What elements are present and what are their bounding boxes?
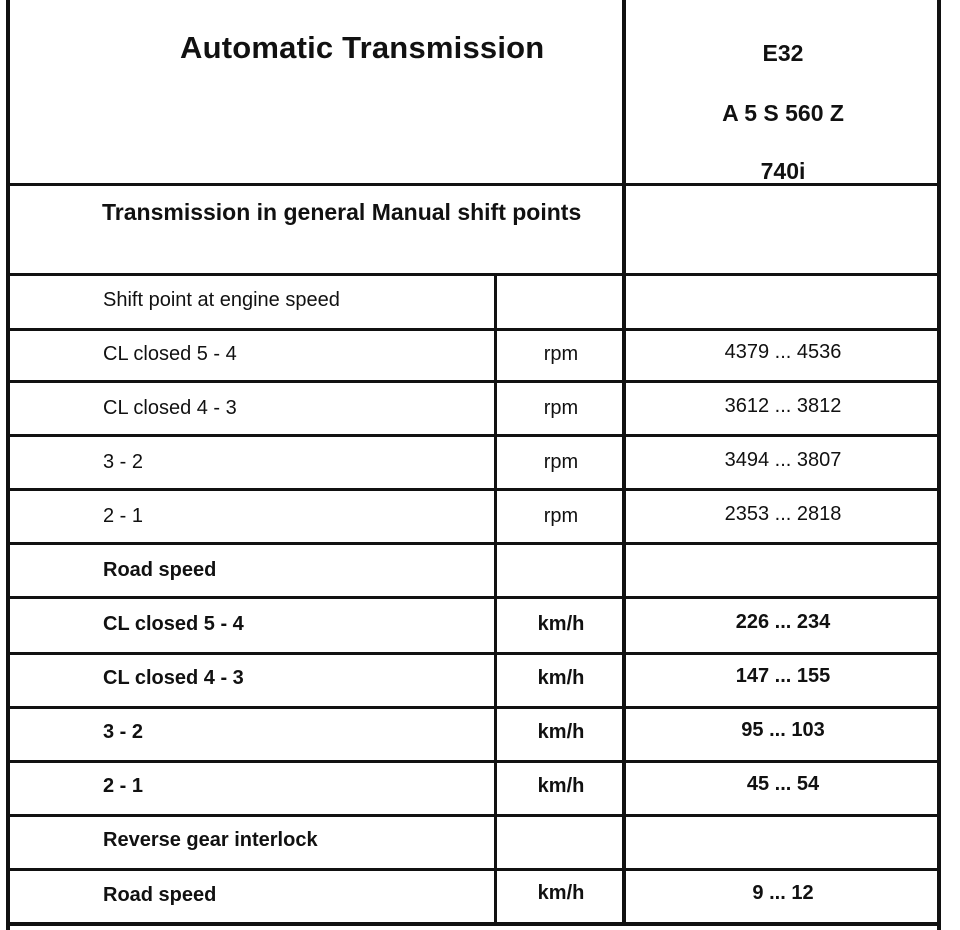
row-value: 147 ... 155 [735,665,831,687]
row-value: 45 ... 54 [746,773,820,795]
row-unit: rpm [543,505,579,527]
row-value: 2353 ... 2818 [724,503,842,525]
row-divider [6,488,941,491]
transmission-code: A 5 S 560 Z [722,100,844,126]
row-divider [6,596,941,599]
row-divider [6,814,941,817]
row-unit: km/h [537,775,585,797]
row-divider [6,273,941,276]
row-label: Road speed [103,559,217,581]
row-label: Reverse gear interlock [103,829,318,851]
row-label: CL closed 5 - 4 [103,613,244,635]
row-unit: rpm [543,343,579,365]
row-divider [6,542,941,545]
frame-bottom [6,922,941,926]
row-label: CL closed 5 - 4 [103,343,237,365]
row-divider [6,328,941,331]
row-label: Shift point at engine speed [103,289,340,311]
row-unit: rpm [543,451,579,473]
row-label: CL closed 4 - 3 [103,667,244,689]
row-value: 95 ... 103 [741,719,825,741]
page-title: Automatic Transmission [180,30,545,65]
row-divider [6,706,941,709]
row-value: 4379 ... 4536 [724,341,842,363]
row-label: 3 - 2 [103,721,144,743]
row-unit: km/h [537,667,585,689]
row-value: 3494 ... 3807 [724,449,842,471]
row-label: 2 - 1 [103,505,144,527]
row-divider [6,760,941,763]
row-label: 3 - 2 [103,451,144,473]
row-unit: km/h [537,882,585,904]
row-value: 3612 ... 3812 [724,395,842,417]
row-unit: rpm [543,397,579,419]
row-label: CL closed 4 - 3 [103,397,237,419]
row-unit: km/h [537,613,585,635]
row-divider [6,868,941,871]
row-unit: km/h [537,721,585,743]
model-name: 740i [760,158,806,184]
row-divider [6,434,941,437]
row-value: 9 ... 12 [752,882,814,904]
model-code: E32 [762,40,804,66]
row-divider [6,652,941,655]
row-label: 2 - 1 [103,775,144,797]
row-divider [6,380,941,383]
frame-left [6,0,10,930]
row-value: 226 ... 234 [735,611,831,633]
column-divider-unit [494,273,497,926]
row-label: Road speed [103,884,217,906]
section-title: Transmission in general Manual shift points [102,199,582,225]
